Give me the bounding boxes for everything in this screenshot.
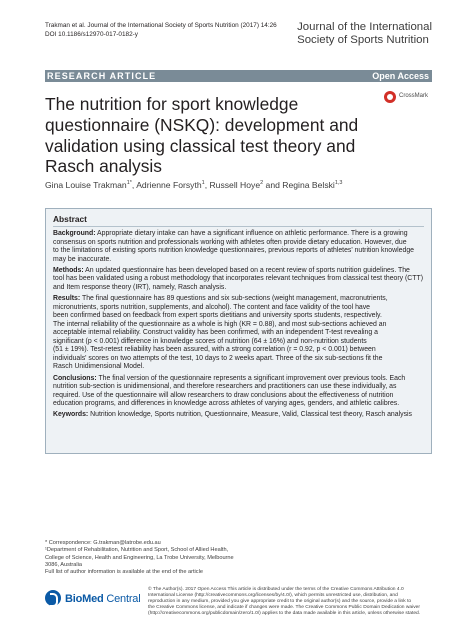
section-label: Conclusions: xyxy=(53,374,97,382)
title-line: Rasch analysis xyxy=(45,156,162,177)
abstract-line: may be inaccurate. xyxy=(53,255,112,263)
abstract-line: to the limitations of existing sports nutrition knowledge questionnaires, previous reports of athletes' nutrition knowledge xyxy=(53,247,414,255)
abstract-line: nutrition sub-section is unidimensional, and therefore researchers and practitioners can use these individually, as xyxy=(53,383,397,391)
abstract-line: (51 ± 19%). Test-retest reliability has been assured, with a strong correlation (r = 0.92, p < 0.001) between xyxy=(53,346,376,354)
section-label: Background: xyxy=(53,230,96,237)
abstract-line: An updated questionnaire has been developed based on a recent review of sports nutrition guidelines. The xyxy=(85,266,410,274)
license-line: (http://creativecommons.org/publicdomain/zero/1.0/) applies to the data made available in this article, unless otherwise stated. xyxy=(148,611,421,616)
abstract-line: The internal reliability of the questionnaire as a whole is high (KR = 0.88), and most sub-sections achieved an xyxy=(53,320,387,328)
correspondence-email[interactable]: * Correspondence: G.trakman@latrobe.edu.au xyxy=(45,540,161,546)
doi-line: DOI 10.1186/s12970-017-0182-y xyxy=(45,30,138,38)
abstract-line: The final version of the questionnaire represents a significant improvement over previous tools. Each xyxy=(98,374,406,382)
abstract-line: consensus on sports nutrition and professionals working with athletes often provide dietary education. However, due xyxy=(53,238,407,246)
journal-name-line2: Society of Sports Nutrition xyxy=(297,33,429,46)
abstract-line: micronutrients, sports nutrition, supplements, and alcohol). The content and face validity of the tool have xyxy=(53,303,371,311)
abstract-divider xyxy=(53,226,424,227)
abstract-box xyxy=(45,208,432,454)
keywords-text: Nutrition knowledge, Sports nutrition, Questionnaire, Measure, Valid, Classical test theory, Rasch analysis xyxy=(90,411,412,419)
author-affiliation: 1* xyxy=(126,180,132,187)
biomed-central-icon xyxy=(45,590,61,606)
abstract-line: significant (p < 0.001) difference in knowledge scores of nutrition (64 ± 16%) and non-nutrition students xyxy=(53,337,367,345)
article-title xyxy=(45,94,375,177)
abstract-line: Appropriate dietary intake can have a significant influence on athletic performance. There is a growing xyxy=(97,230,408,237)
correspondence-note xyxy=(45,540,234,576)
journal-name xyxy=(297,21,432,46)
author-name: , Adrienne Forsyth xyxy=(131,180,202,190)
abstract-heading: Abstract xyxy=(53,214,87,224)
affiliation-line: College of Science, Health and Engineering, La Trobe University, Melbourne xyxy=(45,554,234,561)
abstract-line: tool has been validated using a robust methodology that incorporates relevant techniques from classical test theory (CTT) xyxy=(53,275,423,283)
author-list xyxy=(45,180,343,190)
author-name: , Russell Hoye xyxy=(204,180,261,190)
abstract-line: been confirmed based on feedback from expert sports dietitians and university sports students, respectively. xyxy=(53,312,382,320)
abstract-line: required. Use of the questionnaire will allow researchers to draw conclusions about the effectiveness of nutrition xyxy=(53,391,394,399)
author-affiliation: 2 xyxy=(260,180,264,187)
abstract-line: individuals' scores on two attempts of the test, 10 days to 2 weeks apart. Three of the six sub-sections fit the xyxy=(53,354,383,362)
license-line: the Creative Commons license, and indicate if changes were made. The Creative Commons Public Domain Dedication waiver xyxy=(148,605,421,610)
publisher-name-bold: BioMed xyxy=(65,593,104,605)
abstract-body xyxy=(53,230,425,422)
abstract-line: Rasch Unidimensional Model. xyxy=(53,363,145,371)
license-line: © The Author(s). 2017 Open Access This article is distributed under the terms of the Creative Commons Attribution 4.0 xyxy=(148,587,404,592)
citation-line: Trakman et al. Journal of the International Society of Sports Nutrition (2017) 14:26 xyxy=(45,22,277,29)
abstract-line: The final questionnaire has 89 questions and six sub-sections (weight management, macronutrients, xyxy=(81,295,388,303)
section-label: Results: xyxy=(53,295,81,303)
crossmark-icon xyxy=(384,91,396,103)
abstract-line: education programs, and differences in knowledge across athletes of varying ages, genders, and athletic calibres. xyxy=(53,400,400,408)
abstract-line: acceptable internal reliability. Construct validity has been confirmed, with an independent T-test revealing a xyxy=(53,329,378,337)
license-line: International License (http://creativecommons.org/licenses/by/4.0/), which permits unrestricted use, distribution, and xyxy=(148,593,398,598)
affiliation-line: ¹Department of Rehabilitation, Nutrition and Sport, School of Allied Health, xyxy=(45,547,229,554)
title-line: questionnaire (NSKQ): development and xyxy=(45,114,359,135)
affiliation-line: 3086, Australia xyxy=(45,561,83,568)
author-info-note: Full list of author information is available at the end of the article xyxy=(45,569,203,576)
author-affiliation: 1,3 xyxy=(334,180,343,187)
author-name: Gina Louise Trakman xyxy=(45,180,127,190)
article-type-label: RESEARCH ARTICLE xyxy=(47,71,157,81)
license-statement xyxy=(148,587,436,617)
title-line: The nutrition for sport knowledge xyxy=(45,94,299,114)
citation-header xyxy=(45,22,277,39)
abstract-line: and Item response theory (IRT), namely, Rasch analysis. xyxy=(53,283,227,291)
section-label: Methods: xyxy=(53,266,84,274)
title-line: validation using classical test theory and xyxy=(45,135,356,156)
publisher-name xyxy=(65,593,140,605)
section-label: Keywords: xyxy=(53,411,89,419)
author-affiliation: 1 xyxy=(201,180,205,187)
open-access-label: Open Access xyxy=(372,71,429,81)
abstract-methods xyxy=(53,267,425,293)
license-line: reproduction in any medium, provided you give appropriate credit to the original author(s) and the source, provide a link to xyxy=(148,599,412,604)
abstract-keywords xyxy=(53,411,425,420)
abstract-background xyxy=(53,230,425,264)
journal-name-line1: Journal of the International xyxy=(297,21,432,33)
abstract-results xyxy=(53,295,425,372)
article-type-banner xyxy=(45,70,432,82)
crossmark-label: CrossMark xyxy=(399,93,429,99)
author-name: and Regina Belski xyxy=(263,180,335,190)
abstract-conclusions xyxy=(53,375,425,409)
biomed-central-logo xyxy=(45,588,145,610)
crossmark-badge[interactable] xyxy=(384,90,432,104)
publisher-name-rest: Central xyxy=(103,593,141,605)
